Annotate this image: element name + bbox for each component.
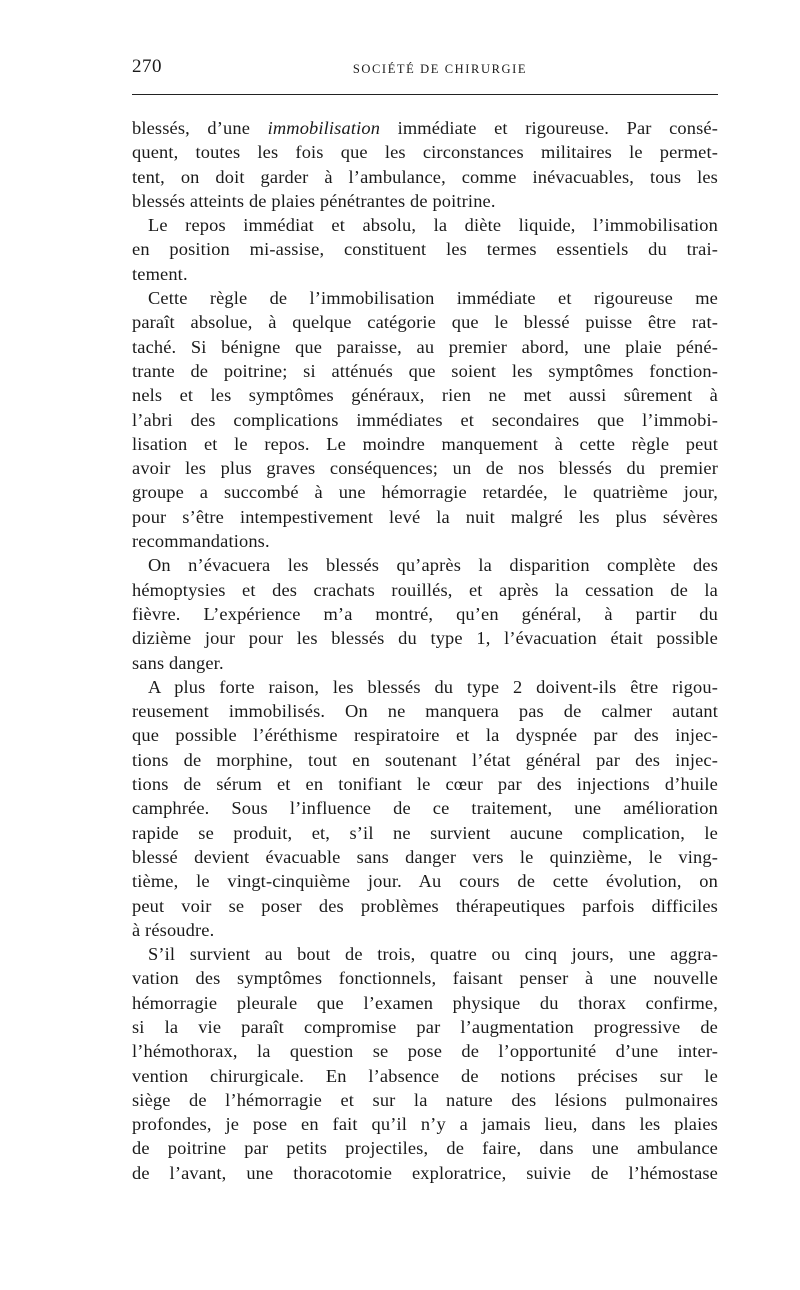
text-line: sans danger.: [132, 652, 224, 673]
text-line: de poitrine par petits projectiles, de faire, dans une ambulance: [132, 1138, 718, 1159]
text-line: camphrée. Sous l’influence de ce traitement, une amélioration: [132, 798, 718, 819]
text-line: vention chirurgicale. En l’absence de notions précises sur le: [132, 1065, 718, 1086]
running-head: [132, 52, 718, 84]
text-line: taché. Si bénigne que paraisse, au premier abord, une plaie péné-: [132, 336, 718, 357]
text-line: quent, toutes les fois que les circonstances militaires le permet-: [132, 142, 718, 163]
text-line: pour s’être intempestivement levé la nuit malgré les plus sévères: [132, 506, 718, 527]
text-line: [132, 116, 718, 140]
text-line: de l’avant, une thoracotomie exploratrice, suivie de l’hémostase: [132, 1162, 718, 1183]
text-line: trante de poitrine; si atténués que soient les symptômes fonction-: [132, 360, 718, 381]
text-line: tement.: [132, 263, 188, 284]
header-rule: [132, 94, 718, 95]
text-segment: immédiate et rigoureuse. Par consé-: [380, 118, 718, 138]
text-line: blessé devient évacuable sans danger vers le quinzième, le ving-: [132, 846, 718, 867]
text-line: S’il survient au bout de trois, quatre ou cinq jours, une aggra-: [148, 944, 718, 965]
running-title: SOCIÉTÉ DE CHIRURGIE: [352, 62, 528, 76]
text-line: hémoptysies et des crachats rouillés, et après la cessation de la: [132, 579, 718, 600]
text-line: avoir les plus graves conséquences; un de nos blessés du premier: [132, 458, 718, 479]
text-line: lisation et le repos. Le moindre manquement à cette règle peut: [132, 433, 718, 454]
text-line: reusement immobilisés. On ne manquera pas de calmer autant: [132, 701, 718, 722]
book-page: [132, 52, 718, 1183]
text-line: profondes, je pose en fait qu’il n’y a jamais lieu, dans les plaies: [132, 1114, 718, 1135]
text-line: rapide se produit, et, s’il ne survient aucune complication, le: [132, 822, 718, 843]
text-segment: blessés, d’une: [132, 118, 268, 138]
body-text: [132, 116, 718, 1185]
text-line: fièvre. L’expérience m’a montré, qu’en général, à partir du: [132, 603, 718, 624]
text-line: dizième jour pour les blessés du type 1, l’évacuation était possible: [132, 628, 718, 649]
text-line: vation des symptômes fonctionnels, faisant penser à une nouvelle: [132, 968, 718, 989]
text-line: groupe a succombé à une hémorragie retardée, le quatrième jour,: [132, 482, 718, 503]
text-line: tent, on doit garder à l’ambulance, comme inévacuables, tous les: [132, 166, 718, 187]
text-line: recommandations.: [132, 531, 270, 552]
italic-term: immobilisation: [267, 118, 381, 138]
text-line: nels et les symptômes généraux, rien ne met aussi sûrement à: [132, 385, 718, 406]
text-line: tions de morphine, tout en soutenant l’état général par des injec-: [132, 749, 718, 770]
text-line: Cette règle de l’immobilisation immédiate et rigoureuse me: [148, 288, 718, 309]
text-line: peut voir se poser des problèmes thérapeutiques parfois difficiles: [132, 895, 718, 916]
text-line: tions de sérum et en tonifiant le cœur par des injections d’huile: [132, 774, 718, 795]
text-line: tième, le vingt-cinquième jour. Au cours de cette évolution, on: [132, 871, 718, 892]
text-line: paraît absolue, à quelque catégorie que le blessé puisse être rat-: [132, 312, 718, 333]
text-line: à résoudre.: [132, 919, 215, 940]
text-line: Le repos immédiat et absolu, la diète liquide, l’immobilisation: [148, 215, 718, 236]
text-line: l’abri des complications immédiates et secondaires que l’immobi-: [132, 409, 718, 430]
page-number: 270: [132, 56, 162, 77]
text-line: hémorragie pleurale que l’examen physique du thorax confirme,: [132, 992, 718, 1013]
text-line: A plus forte raison, les blessés du type 2 doivent-ils être rigou-: [148, 676, 718, 697]
text-line: en position mi-assise, constituent les termes essentiels du trai-: [132, 239, 718, 260]
text-line: siège de l’hémorragie et sur la nature des lésions pulmonaires: [132, 1089, 718, 1110]
text-line: On n’évacuera les blessés qu’après la disparition complète des: [148, 555, 718, 576]
text-line: blessés atteints de plaies pénétrantes de poitrine.: [132, 190, 496, 211]
text-line: si la vie paraît compromise par l’augmentation progressive de: [132, 1016, 718, 1037]
text-line: que possible l’éréthisme respiratoire et la dyspnée par des injec-: [132, 725, 718, 746]
text-line: l’hémothorax, la question se pose de l’opportunité d’une inter-: [132, 1041, 718, 1062]
